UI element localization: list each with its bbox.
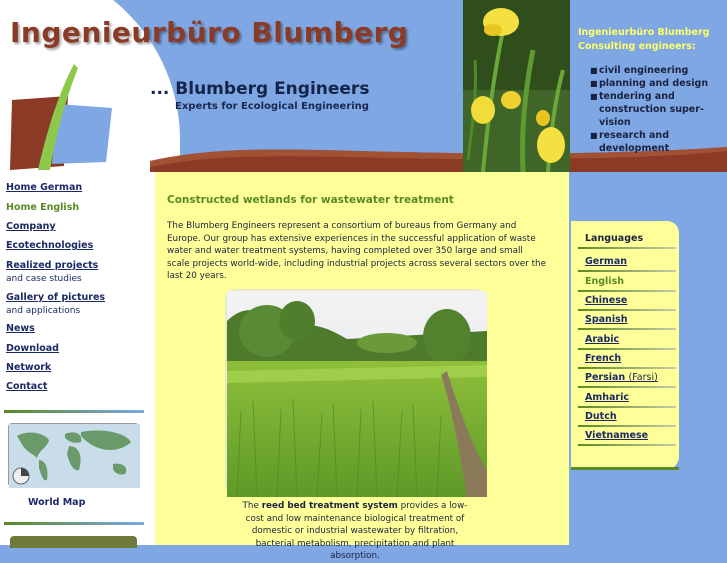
nav-ecotechnologies[interactable]: Ecotechnologies — [6, 240, 94, 251]
bottom-thumbnail[interactable] — [10, 536, 137, 548]
nav-contact[interactable]: Contact — [6, 381, 48, 392]
nav-divider — [4, 410, 144, 413]
nav-download[interactable]: Download — [6, 343, 59, 354]
world-map-thumbnail[interactable] — [8, 423, 139, 487]
lang-persian-note: (Farsi) — [628, 372, 658, 383]
firm-name — [578, 26, 709, 54]
languages-title: Languages — [585, 233, 644, 244]
nav-realized-projects-sub: and case studies — [6, 274, 82, 284]
service-item-continuation: construction super- — [599, 104, 704, 115]
service-item: ■ planning and design — [590, 77, 708, 90]
nav-network[interactable]: Network — [6, 362, 52, 373]
firm-name-line2: Consulting engineers: — [578, 41, 696, 52]
caption-rest: provides a low-cost and low maintenance biological treatment of domestic or industrial wastewater by filtration, bacterial metabolism, precipitation and plant absorption. — [245, 501, 468, 561]
main-heading: Constructed wetlands for wastewater treatment — [167, 194, 454, 206]
world-map-label[interactable]: World Map — [28, 497, 86, 508]
lang-divider — [578, 444, 676, 446]
page-tagline: Experts for Ecological Engineering — [175, 101, 369, 112]
lang-divider — [578, 309, 676, 311]
service-item: ■ civil engineering — [590, 64, 708, 77]
nav-gallery[interactable]: Gallery of pictures — [6, 292, 106, 303]
photo-caption — [235, 500, 475, 563]
lang-divider — [578, 247, 676, 249]
nav-news[interactable]: News — [6, 323, 35, 334]
page-subtitle: ... Blumberg Engineers — [150, 79, 370, 99]
lang-divider — [578, 348, 676, 350]
lang-german[interactable]: German — [585, 256, 627, 267]
wetland-photo — [225, 289, 485, 495]
site-title[interactable]: Ingenieurbüro Blumberg — [10, 16, 409, 49]
lang-arabic[interactable]: Arabic — [585, 334, 620, 345]
caption-highlight: reed bed treatment system — [261, 501, 398, 511]
left-navigation — [0, 172, 155, 545]
service-item-continuation: vision — [599, 117, 631, 128]
lang-dutch[interactable]: Dutch — [585, 411, 617, 422]
lang-persian[interactable] — [585, 372, 658, 383]
nav-company[interactable]: Company — [6, 221, 56, 232]
lang-french[interactable]: French — [585, 353, 622, 364]
lang-divider — [578, 367, 676, 369]
iris-flower-photo — [463, 0, 570, 172]
lang-divider — [578, 425, 676, 427]
main-content — [155, 172, 569, 561]
lang-spanish[interactable]: Spanish — [585, 314, 628, 325]
nav-home-german[interactable]: Home German — [6, 182, 83, 193]
caption-prefix: The — [242, 501, 262, 511]
intro-paragraph: The Blumberg Engineers represent a consortium of bureaus from Germany and Europe. Our group has extensive experiences in the successful application of waste water and water treatment systems, having completed over 350 large and small scale projects world-wide, including industrial projects across several sectors over the last 20 years. — [167, 221, 547, 281]
lang-divider — [578, 328, 676, 330]
lang-divider — [578, 290, 676, 292]
lang-vietnamese[interactable]: Vietnamese — [585, 430, 649, 441]
nav-home-english[interactable]: Home English — [6, 202, 80, 213]
lang-chinese[interactable]: Chinese — [585, 295, 628, 306]
service-item: ■ tendering and — [590, 90, 708, 103]
lang-amharic[interactable]: Amharic — [585, 392, 629, 403]
company-logo — [8, 64, 112, 172]
lang-persian-label[interactable]: Persian — [585, 372, 626, 383]
services-list — [590, 64, 708, 155]
nav-gallery-sub: and applications — [6, 306, 81, 316]
firm-name-line1: Ingenieurbüro Blumberg — [578, 27, 710, 38]
nav-realized-projects[interactable]: Realized projects — [6, 260, 99, 271]
service-item: ■ research and — [590, 129, 708, 142]
lang-english[interactable]: English — [585, 276, 624, 287]
languages-bottom-line — [571, 467, 679, 470]
lang-divider — [578, 270, 676, 272]
lang-divider — [578, 406, 676, 408]
nav-divider — [4, 522, 144, 525]
lang-divider — [578, 386, 676, 388]
service-item-continuation: development — [599, 143, 670, 154]
